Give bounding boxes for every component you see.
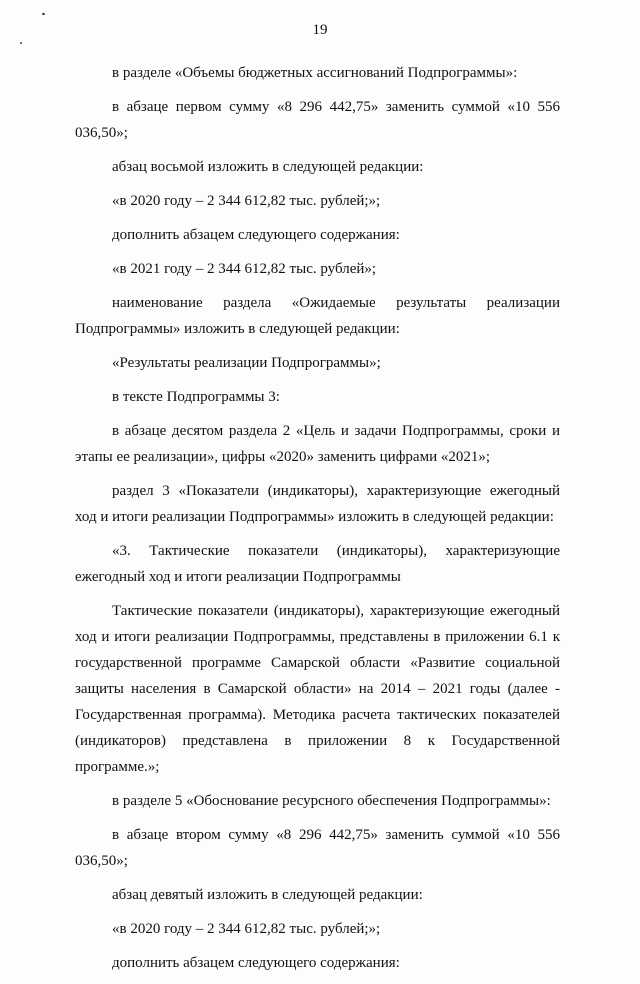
paragraph: в тексте Подпрограммы 3:: [112, 389, 280, 405]
paragraph: дополнить абзацем следующего содержания:: [112, 227, 400, 243]
paragraph: в разделе 5 «Обоснование ресурсного обеспечения Подпрограммы»:: [112, 793, 551, 809]
paragraph: раздел 3 «Показатели (индикаторы), характеризующие ежегодный ход и итоги реализации Подпрограммы» изложить в следующей редакции:: [75, 483, 560, 525]
paragraph: Тактические показатели (индикаторы), характеризующие ежегодный ход и итоги реализации Подпрограммы, представлены в приложении 6.1 к государственной программе Самарской области «Развитие социальной защиты населения в Самарской области» на 2014 – 2021 годы (далее - Государственная программа). Методика расчета тактических показателей (индикаторов) представлена в приложении 8 к Государственной программе.»;: [75, 603, 560, 775]
paragraph: «Результаты реализации Подпрограммы»;: [112, 355, 381, 371]
paragraph: в абзаце первом сумму «8 296 442,75» заменить суммой «10 556 036,50»;: [75, 99, 560, 141]
paragraph: абзац восьмой изложить в следующей редакции:: [112, 159, 424, 175]
paragraph: «в 2021 году – 2 344 612,82 тыс. рублей»;: [112, 261, 377, 277]
paragraph: в абзаце втором сумму «8 296 442,75» заменить суммой «10 556 036,50»;: [75, 827, 560, 869]
paragraph: «в 2020 году – 2 344 612,82 тыс. рублей;»;: [112, 193, 381, 209]
scan-speck: [42, 13, 45, 15]
scan-speck: [20, 42, 22, 44]
paragraph: «в 2020 году – 2 344 612,82 тыс. рублей;»;: [112, 921, 381, 937]
paragraph: абзац девятый изложить в следующей редакции:: [112, 887, 423, 903]
document-body: [75, 60, 560, 984]
paragraph: в разделе «Объемы бюджетных ассигнований Подпрограммы»:: [112, 65, 518, 81]
section-heading: «3. Тактические показатели (индикаторы), характеризующие ежегодный ход и итоги реализации Подпрограммы: [75, 543, 560, 585]
page-number: 19: [312, 22, 328, 38]
paragraph: в абзаце десятом раздела 2 «Цель и задачи Подпрограммы, сроки и этапы ее реализации», цифры «2020» заменить цифрами «2021»;: [75, 423, 560, 465]
paragraph: дополнить абзацем следующего содержания:: [112, 955, 400, 971]
paragraph: наименование раздела «Ожидаемые результаты реализации Подпрограммы» изложить в следующей редакции:: [75, 295, 560, 337]
